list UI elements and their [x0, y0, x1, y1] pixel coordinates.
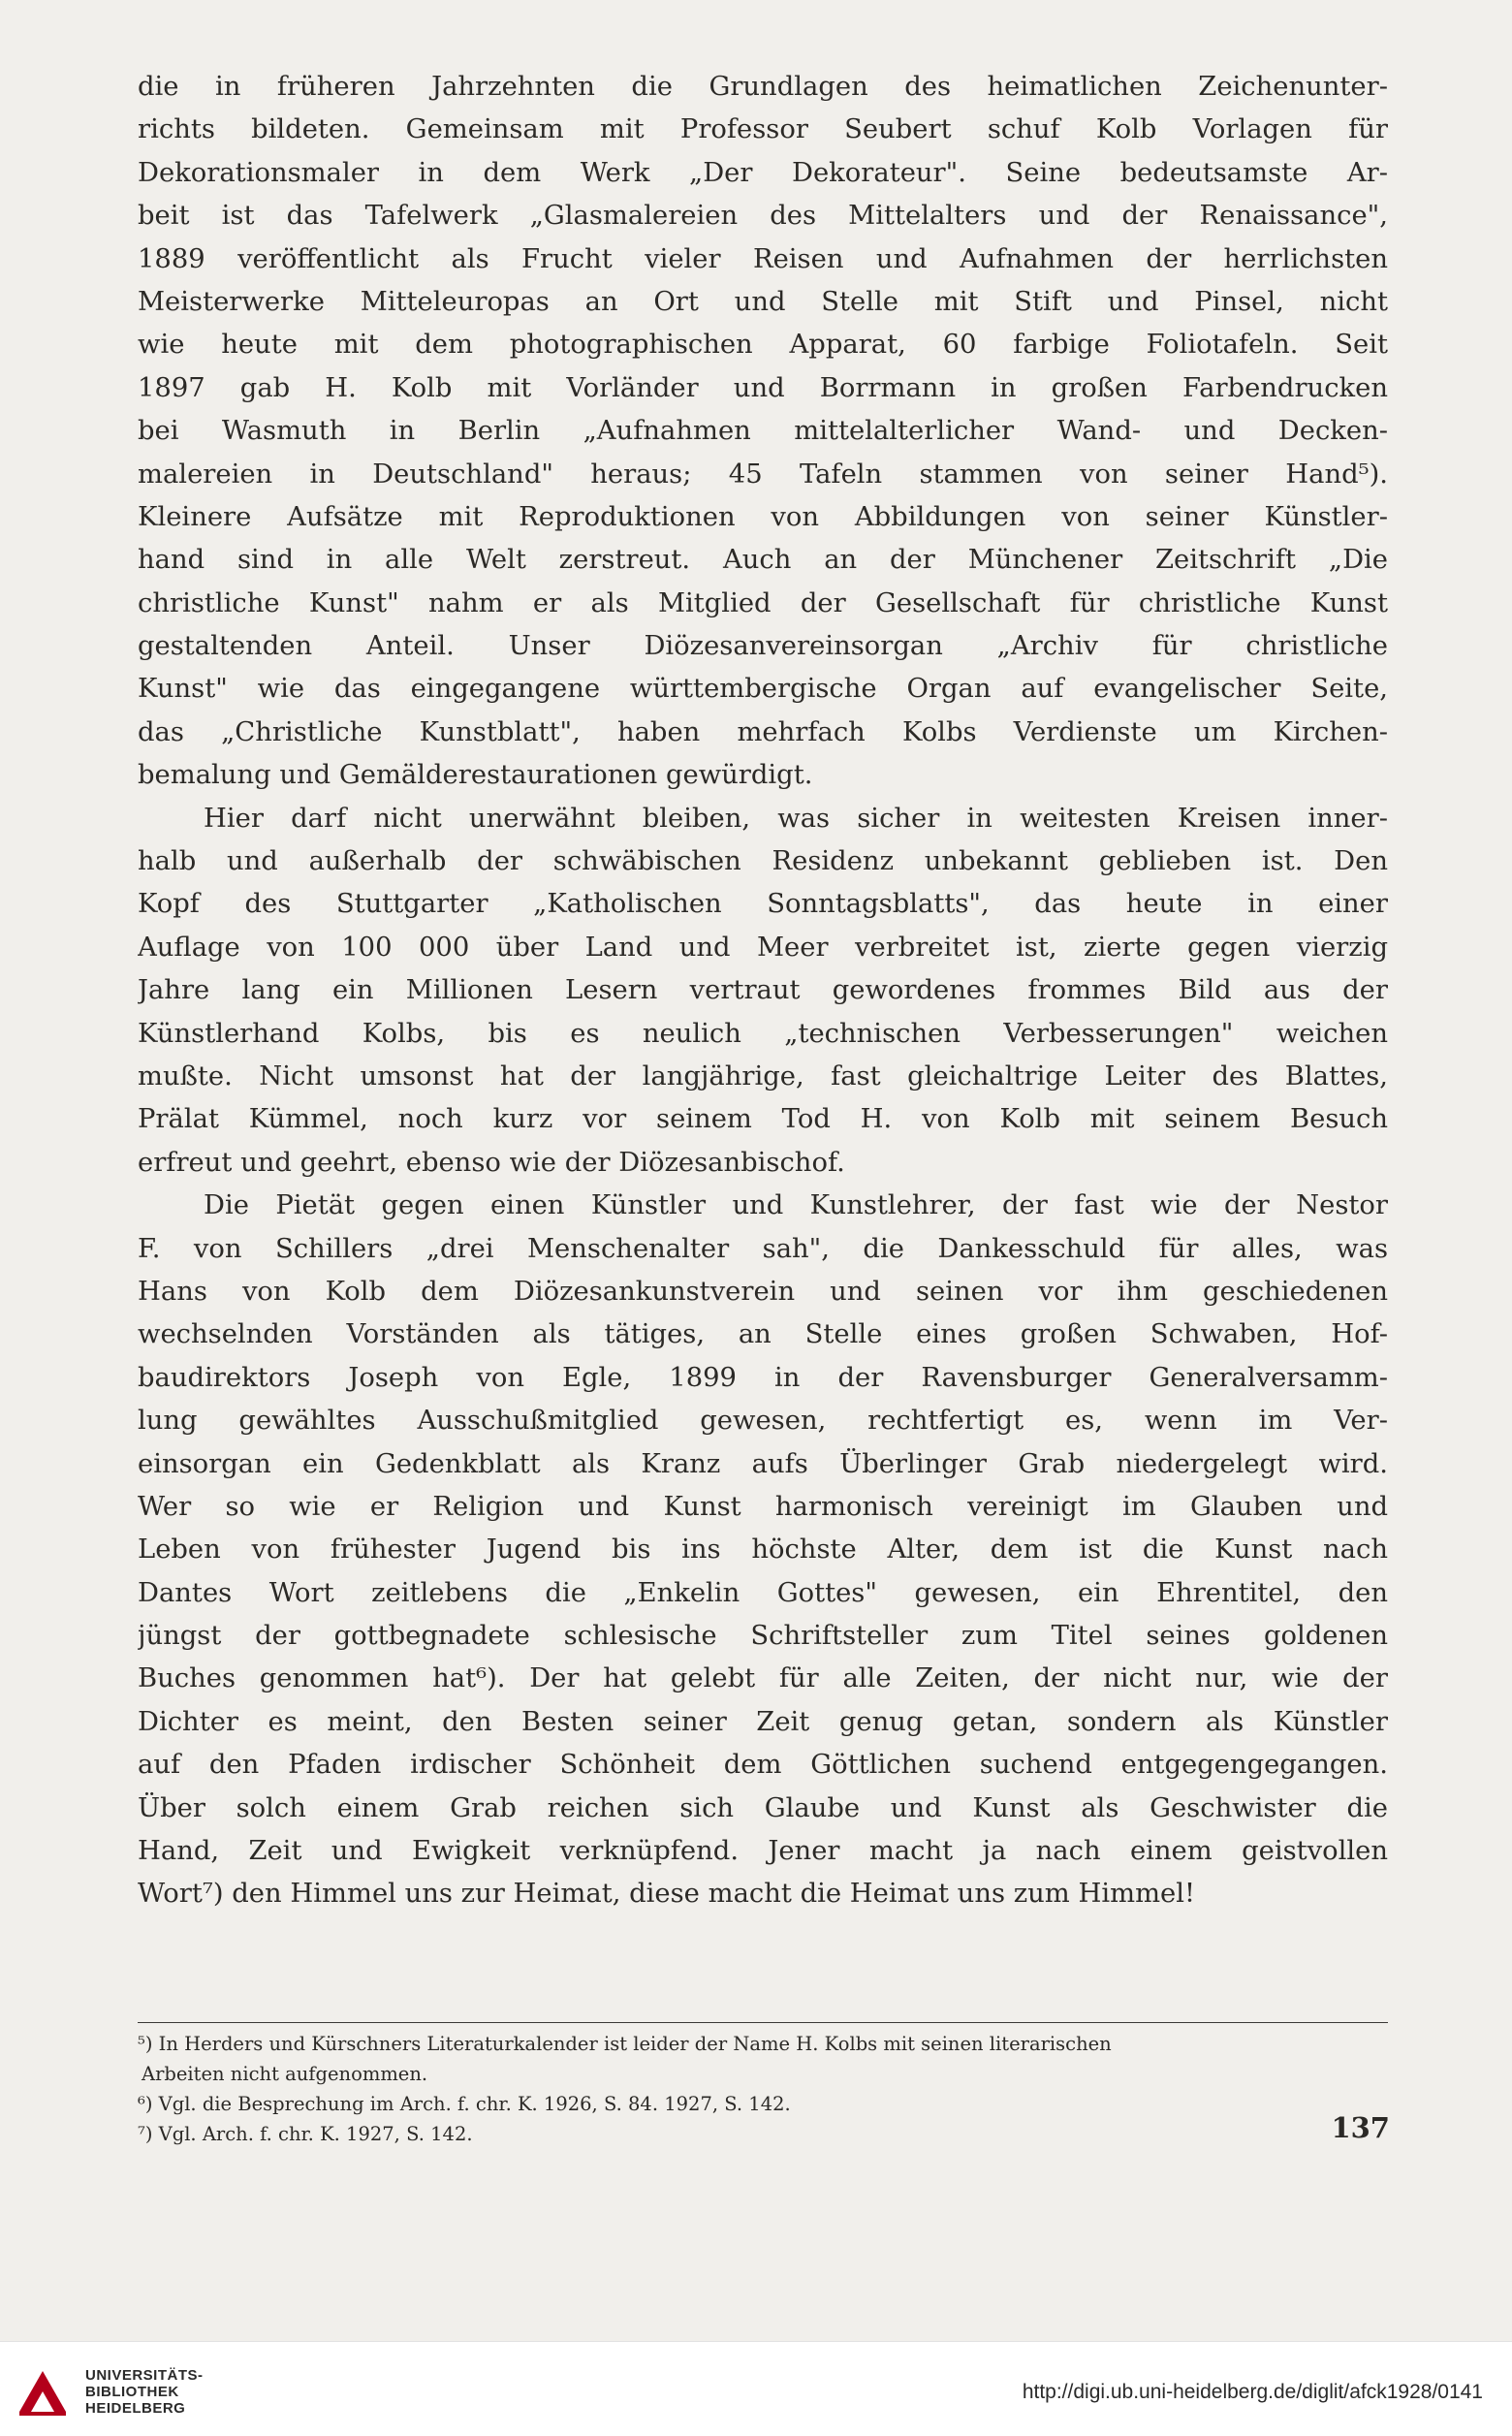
body-line: Über solch einem Grab reichen sich Glaube und Kunst als Geschwister die: [138, 1792, 1388, 1823]
footnote-line: ⁶) Vgl. die Besprechung im Arch. f. chr. K. 1926, S. 84. 1927, S. 142.: [138, 2093, 791, 2115]
body-line: mußte. Nicht umsonst hat der langjährige, fast gleichaltrige Leiter des Blattes,: [138, 1060, 1388, 1091]
body-line: lung gewähltes Ausschußmitglied gewesen, rechtfertigt es, wenn im Ver-: [138, 1406, 1388, 1437]
body-line: Kopf des Stuttgarter „Katholischen Sonntagsblatts", das heute in einer: [138, 889, 1388, 920]
footnote-line: ⁷) Vgl. Arch. f. chr. K. 1927, S. 142.: [138, 2123, 473, 2145]
body-line: Prälat Kümmel, noch kurz vor seinem Tod H. von Kolb mit seinem Besuch: [138, 1104, 1388, 1135]
body-line: baudirektors Joseph von Egle, 1899 in der Ravensburger Generalversamm-: [138, 1362, 1388, 1393]
body-line: Dichter es meint, den Besten seiner Zeit genug getan, sondern als Künstler: [138, 1706, 1388, 1737]
body-line: F. von Schillers „drei Menschenalter sah", die Dankesschuld für alles, was: [138, 1233, 1388, 1264]
footnote-divider: [138, 2022, 1388, 2023]
body-line: jüngst der gottbegnadete schlesische Schriftsteller zum Titel seines goldenen: [138, 1621, 1388, 1652]
body-line: Wer so wie er Religion und Kunst harmonisch vereinigt im Glauben und: [138, 1491, 1388, 1522]
body-line: wie heute mit dem photographischen Apparat, 60 farbige Foliotafeln. Seit: [138, 330, 1388, 361]
footnotes: [138, 2029, 1388, 2149]
library-name-line: BIBLIOTHEK: [85, 2384, 179, 2400]
body-line: bemalung und Gemälderestaurationen gewürdigt.: [138, 760, 813, 791]
body-line: Wort⁷) den Himmel uns zur Heimat, diese macht die Heimat uns zum Himmel!: [138, 1879, 1196, 1910]
body-line: das „Christliche Kunstblatt", haben mehrfach Kolbs Verdienste um Kirchen-: [138, 716, 1388, 747]
library-name: [85, 2367, 204, 2417]
body-line: christliche Kunst" nahm er als Mitglied der Gesellschaft für christliche Kunst: [138, 587, 1388, 618]
body-line: Hans von Kolb dem Diözesankunstverein und seinen vor ihm geschiedenen: [138, 1276, 1388, 1307]
body-line: gestaltenden Anteil. Unser Diözesanvereinsorgan „Archiv für christliche: [138, 631, 1388, 662]
body-line: malereien in Deutschland" heraus; 45 Tafeln stammen von seiner Hand⁵).: [138, 459, 1388, 490]
page-number: 137: [1331, 2111, 1390, 2144]
body-text: [138, 66, 1388, 1916]
body-line: Leben von frühester Jugend bis ins höchste Alter, dem ist die Kunst nach: [138, 1534, 1388, 1566]
library-name-line: HEIDELBERG: [85, 2400, 186, 2417]
body-line: Hier darf nicht unerwähnt bleiben, was sicher in weitesten Kreisen inner-: [204, 803, 1388, 834]
university-library-logo-icon[interactable]: [14, 2363, 72, 2421]
body-line: Auflage von 100 000 über Land und Meer verbreitet ist, zierte gegen vierzig: [138, 932, 1388, 963]
footnote-line: ⁵) In Herders und Kürschners Literaturkalender ist leider der Name H. Kolbs mit seinen literarischen: [138, 2033, 1112, 2055]
footer-bar: [0, 2341, 1512, 2436]
body-line: Dantes Wort zeitlebens die „Enkelin Gottes" gewesen, ein Ehrentitel, den: [138, 1577, 1388, 1608]
body-line: Künstlerhand Kolbs, bis es neulich „technischen Verbesserungen" weichen: [138, 1018, 1388, 1049]
body-line: wechselnden Vorständen als tätiges, an Stelle eines großen Schwaben, Hof-: [138, 1319, 1388, 1350]
body-line: Die Pietät gegen einen Künstler und Kunstlehrer, der fast wie der Nestor: [204, 1190, 1388, 1221]
body-line: halb und außerhalb der schwäbischen Residenz unbekannt geblieben ist. Den: [138, 846, 1388, 877]
body-line: erfreut und geehrt, ebenso wie der Diözesanbischof.: [138, 1147, 845, 1178]
body-line: beit ist das Tafelwerk „Glasmalereien des Mittelalters und der Renaissance",: [138, 201, 1388, 232]
body-line: hand sind in alle Welt zerstreut. Auch an der Münchener Zeitschrift „Die: [138, 545, 1388, 576]
body-line: Kleinere Aufsätze mit Reproduktionen von Abbildungen von seiner Künstler-: [138, 501, 1388, 532]
body-line: einsorgan ein Gedenkblatt als Kranz aufs Überlinger Grab niedergelegt wird.: [138, 1448, 1388, 1479]
body-line: bei Wasmuth in Berlin „Aufnahmen mittelalterlicher Wand- und Decken-: [138, 416, 1388, 447]
library-name-line: UNIVERSITÄTS-: [85, 2367, 204, 2384]
footnote-line: Arbeiten nicht aufgenommen.: [142, 2063, 428, 2085]
source-url-link[interactable]: http://digi.ub.uni-heidelberg.de/diglit/afck1928/0141: [1022, 2381, 1483, 2403]
body-line: auf den Pfaden irdischer Schönheit dem Göttlichen suchend entgegengegangen.: [138, 1750, 1388, 1781]
body-line: Meisterwerke Mitteleuropas an Ort und Stelle mit Stift und Pinsel, nicht: [138, 286, 1388, 317]
body-line: richts bildeten. Gemeinsam mit Professor Seubert schuf Kolb Vorlagen für: [138, 114, 1388, 145]
body-line: die in früheren Jahrzehnten die Grundlagen des heimatlichen Zeichenunter-: [138, 72, 1388, 102]
body-line: Buches genommen hat⁶). Der hat gelebt für alle Zeiten, der nicht nur, wie der: [138, 1663, 1388, 1694]
body-line: Hand, Zeit und Ewigkeit verknüpfend. Jener macht ja nach einem geistvollen: [138, 1836, 1388, 1867]
body-line: Dekorationsmaler in dem Werk „Der Dekorateur". Seine bedeutsamste Ar-: [138, 157, 1388, 188]
body-line: 1897 gab H. Kolb mit Vorländer und Borrmann in großen Farbendrucken: [138, 372, 1388, 403]
body-line: Jahre lang ein Millionen Lesern vertraut gewordenes frommes Bild aus der: [138, 975, 1388, 1006]
body-line: 1889 veröffentlicht als Frucht vieler Reisen und Aufnahmen der herrlichsten: [138, 243, 1388, 274]
body-line: Kunst" wie das eingegangene württembergische Organ auf evangelischer Seite,: [138, 674, 1388, 705]
